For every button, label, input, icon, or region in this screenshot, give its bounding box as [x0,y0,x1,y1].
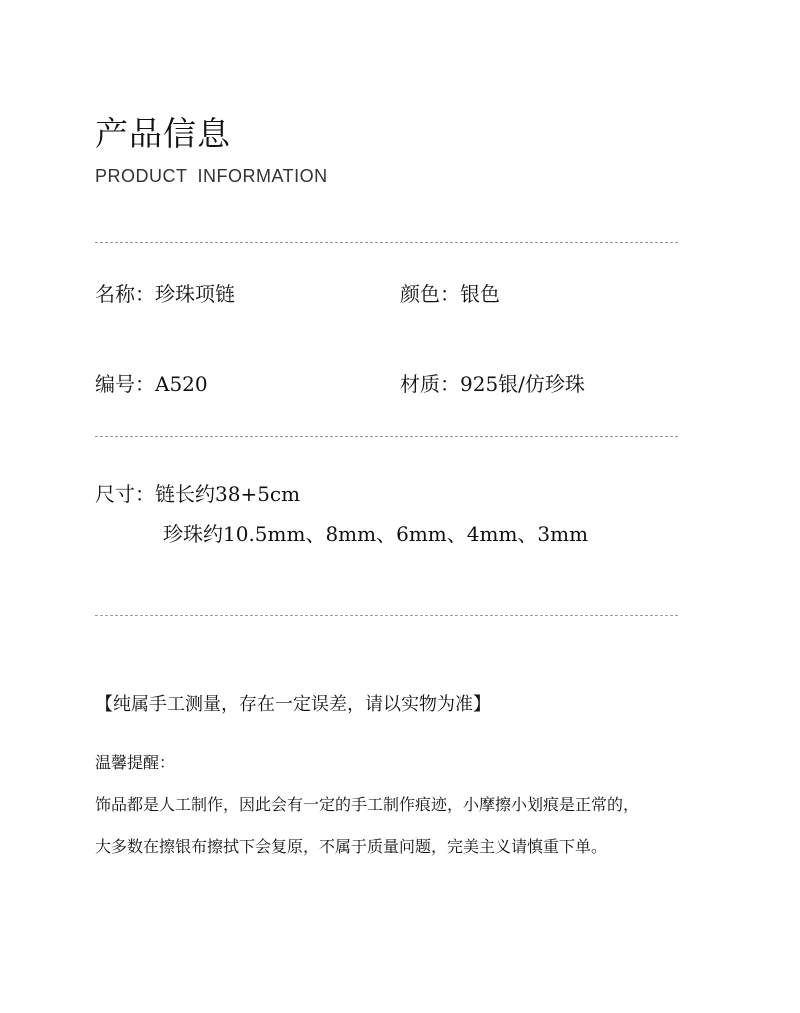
page-title: 产品信息 [95,114,231,153]
spec-name-value: 珍珠项链 [155,282,235,306]
spec-color-value: 银色 [460,282,500,306]
spec-size-chain-value: 链长约38+5cm [155,482,301,506]
subtitle-word-information: INFORMATION [197,166,328,186]
spec-name-label: 名称： [95,282,155,306]
spec-name [95,278,235,307]
spec-size-pearl-value: 珍珠约10.5mm、8mm、6mm、4mm、3mm [163,522,589,546]
spec-material-label: 材质： [400,372,460,396]
tips-line-1: 饰品都是人工制作，因此会有一定的手工制作痕迹，小摩擦小划痕是正常的， [95,795,640,814]
spec-size [95,478,300,507]
spec-code-label: 编号： [95,372,155,396]
spec-color [400,278,500,307]
divider-bottom [95,615,678,616]
tips-line-2: 大多数在擦银布擦拭下会复原，不属于质量问题，完美主义请慎重下单。 [95,837,608,856]
spec-material [400,368,585,397]
spec-code-value: A520 [155,372,208,396]
divider-top [95,242,678,243]
divider-middle [95,436,678,437]
spec-code [95,368,208,397]
page-subtitle [95,166,328,187]
spec-color-label: 颜色： [400,282,460,306]
spec-material-value: 925银/仿珍珠 [460,372,585,396]
measurement-notice: 【纯属手工测量，存在一定误差，请以实物为准】 [95,694,491,715]
tips-title: 温馨提醒： [95,753,176,772]
spec-size-label: 尺寸： [95,482,155,506]
subtitle-word-product: PRODUCT [95,166,188,186]
